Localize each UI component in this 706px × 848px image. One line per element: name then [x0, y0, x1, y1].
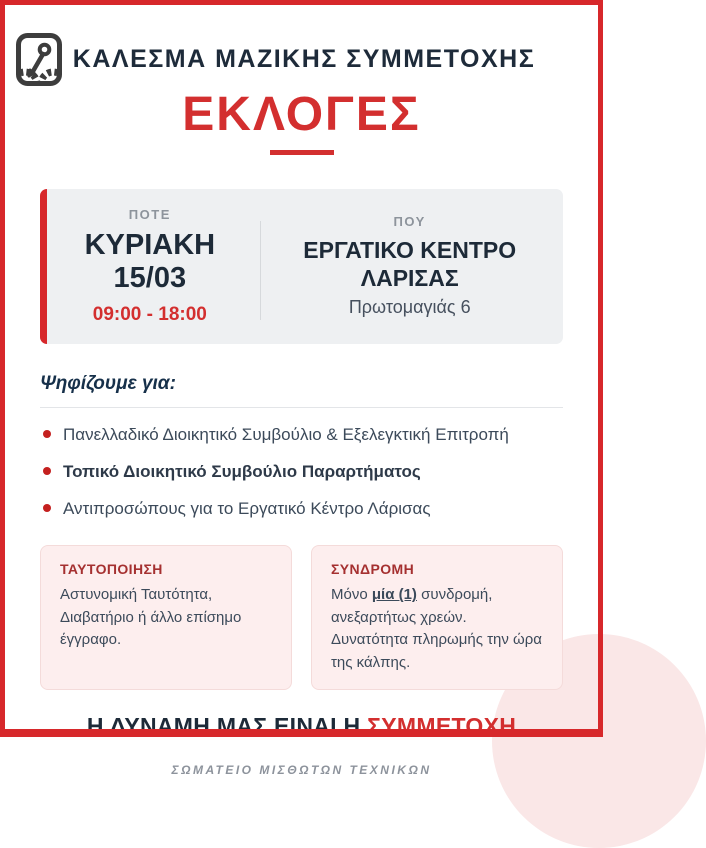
vote-rule — [40, 407, 563, 408]
page-title: ΕΚΛΟΓΕΣ — [182, 88, 421, 141]
event-card — [40, 189, 563, 344]
subscription-card — [311, 545, 563, 690]
event-card-accent-bar — [40, 189, 47, 344]
subscription-text-prefix: Μόνο — [331, 586, 372, 604]
title-underline — [270, 150, 334, 155]
subscription-text-emphasis: μία (1) — [371, 586, 417, 604]
event-hours: 09:00 - 18:00 — [92, 303, 207, 325]
slogan-highlight: ΣΥΜΜΕΤΟΧΗ — [367, 713, 517, 740]
notice-row — [40, 545, 563, 690]
identification-title: ΤΑΥΤΟΠΟΙΗΣΗ — [60, 561, 163, 578]
event-venue: ΕΡΓΑΤΙΚΟ ΚΕΝΤΡΟ ΛΑΡΙΣΑΣ — [303, 237, 517, 292]
vote-list — [40, 424, 563, 520]
vote-section — [40, 373, 563, 520]
event-when — [40, 207, 260, 326]
event-where — [261, 214, 559, 318]
vote-item: Αντιπροσώπους για το Εργατικό Κέντρο Λάρισας — [40, 498, 563, 519]
event-day: ΚΥΡΙΑΚΗ — [84, 229, 216, 261]
when-label: ΠΟΤΕ — [128, 207, 171, 222]
wrench-gears-icon — [16, 33, 62, 86]
where-label: ΠΟΥ — [393, 214, 426, 230]
event-date: 15/03 — [113, 262, 187, 295]
identification-text: Αστυνομική Ταυτότητα, Διαβατήριο ή άλλο επίσημο έγγραφο. — [60, 586, 242, 649]
header — [14, 33, 537, 86]
vote-item: Πανελλαδικό Διοικητικό Συμβούλιο & Εξελεγκτική Επιτροπή — [40, 424, 563, 445]
event-address: Πρωτομαγιάς 6 — [348, 297, 471, 318]
subscription-text — [331, 584, 543, 674]
kicker-heading: ΚΑΛΕΣΜΑ ΜΑΖΙΚΗΣ ΣΥΜΜΕΤΟΧΗΣ — [72, 45, 536, 73]
subscription-title: ΣΥΝΔΡΟΜΗ — [331, 561, 415, 578]
vote-heading: Ψηφίζουμε για: — [40, 372, 176, 394]
organization-name: ΣΩΜΑΤΕΙΟ ΜΙΣΘΩΤΩΝ ΤΕΧΝΙΚΩΝ — [171, 763, 432, 778]
vote-item: Τοπικό Διοικητικό Συμβούλιο Παραρτήματος — [40, 461, 563, 482]
slogan — [40, 713, 563, 740]
slogan-prefix: Η ΔΥΝΑΜΗ ΜΑΣ ΕΙΝΑΙ Η — [86, 713, 368, 740]
identification-card — [40, 545, 292, 690]
subscription-text-suffix: συνδρομή, ανεξαρτήτως χρεών. Δυνατότητα πληρωμής την ώρα της κάλπης. — [331, 586, 542, 671]
